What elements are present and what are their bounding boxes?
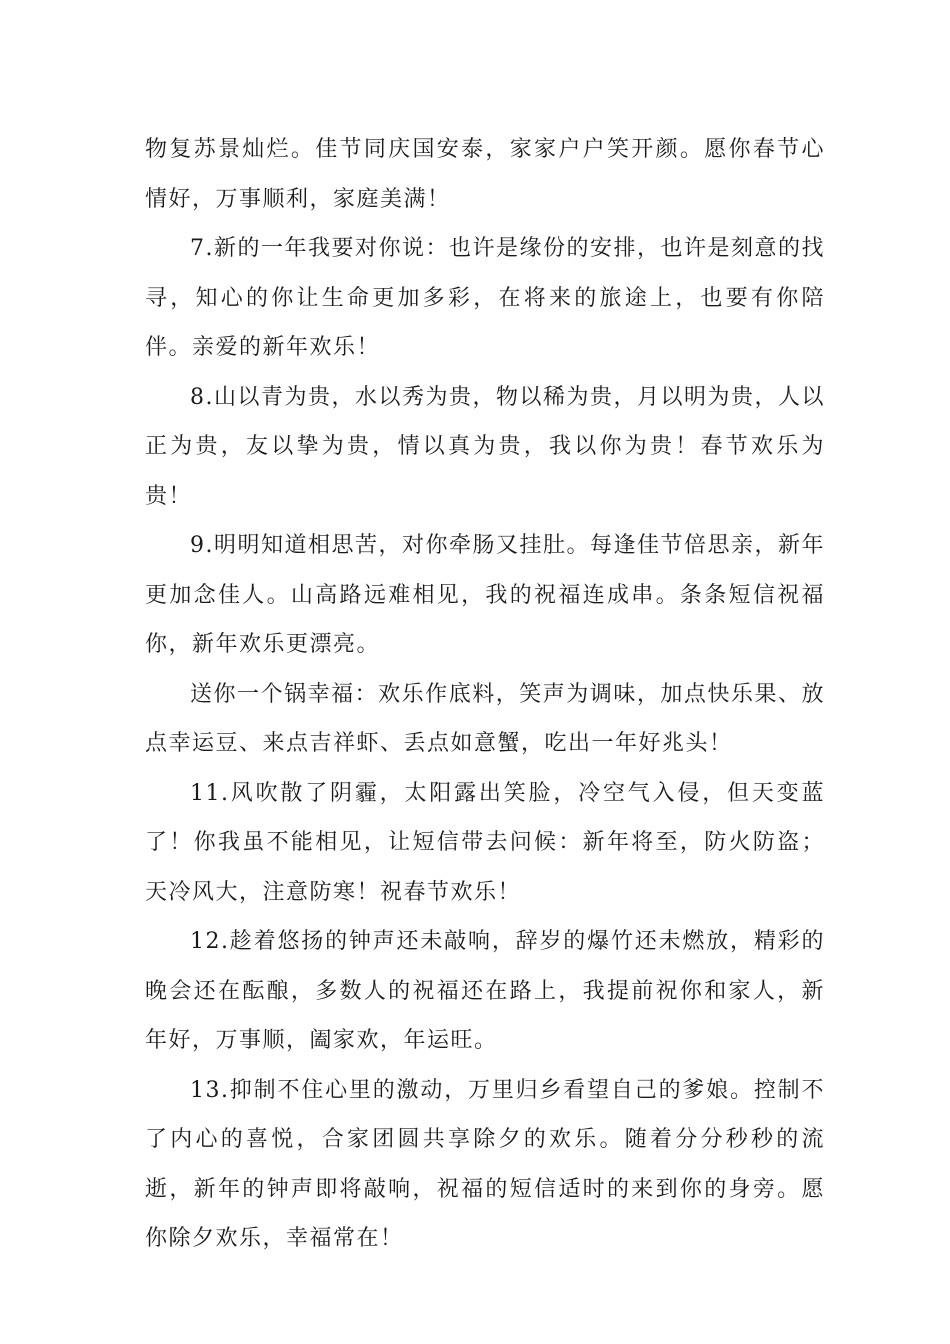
paragraph-continuation: 物复苏景灿烂。佳节同庆国安泰，家家户户笑开颜。愿你春节心情好，万事顺利，家庭美满！ [145, 137, 825, 212]
paragraph-item-9: 9.明明知道相思苦，对你牵肠又挂肚。每逢佳节倍思亲，新年更加念佳人。山高路远难相见，我的祝福连成串。条条短信祝福你，新年欢乐更漂亮。 [145, 533, 825, 657]
document-body [145, 125, 825, 1264]
paragraph-item-11: 11.风吹散了阴霾，太阳露出笑脸，冷空气入侵，但天变蓝了！你我虽不能相见，让短信带去问候：新年将至，防火防盗；天冷风大，注意防寒！祝春节欢乐！ [145, 780, 825, 905]
paragraph-item-10: 送你一个锅幸福：欢乐作底料，笑声为调味，加点快乐果、放点幸运豆、来点吉祥虾、丢点如意蟹，吃出一年好兆头！ [145, 681, 825, 756]
paragraph-item-12: 12.趁着悠扬的钟声还未敲响，辞岁的爆竹还未燃放，精彩的晚会还在酝酿，多数人的祝福还在路上，我提前祝你和家人，新年好，万事顺，阖家欢，年运旺。 [145, 929, 825, 1053]
paragraph-item-8: 8.山以青为贵，水以秀为贵，物以稀为贵，月以明为贵，人以正为贵，友以挚为贵，情以真为贵，我以你为贵！春节欢乐为贵！ [145, 384, 825, 509]
paragraph-item-13: 13.抑制不住心里的激动，万里归乡看望自己的爹娘。控制不了内心的喜悦，合家团圆共享除夕的欢乐。随着分分秒秒的流逝，新年的钟声即将敲响，祝福的短信适时的来到你的身旁。愿你除夕欢乐，幸福常在！ [145, 1077, 825, 1251]
paragraph-item-7: 7.新的一年我要对你说：也许是缘份的安排，也许是刻意的找寻，知心的你让生命更加多彩，在将来的旅途上，也要有你陪伴。亲爱的新年欢乐！ [145, 236, 825, 360]
